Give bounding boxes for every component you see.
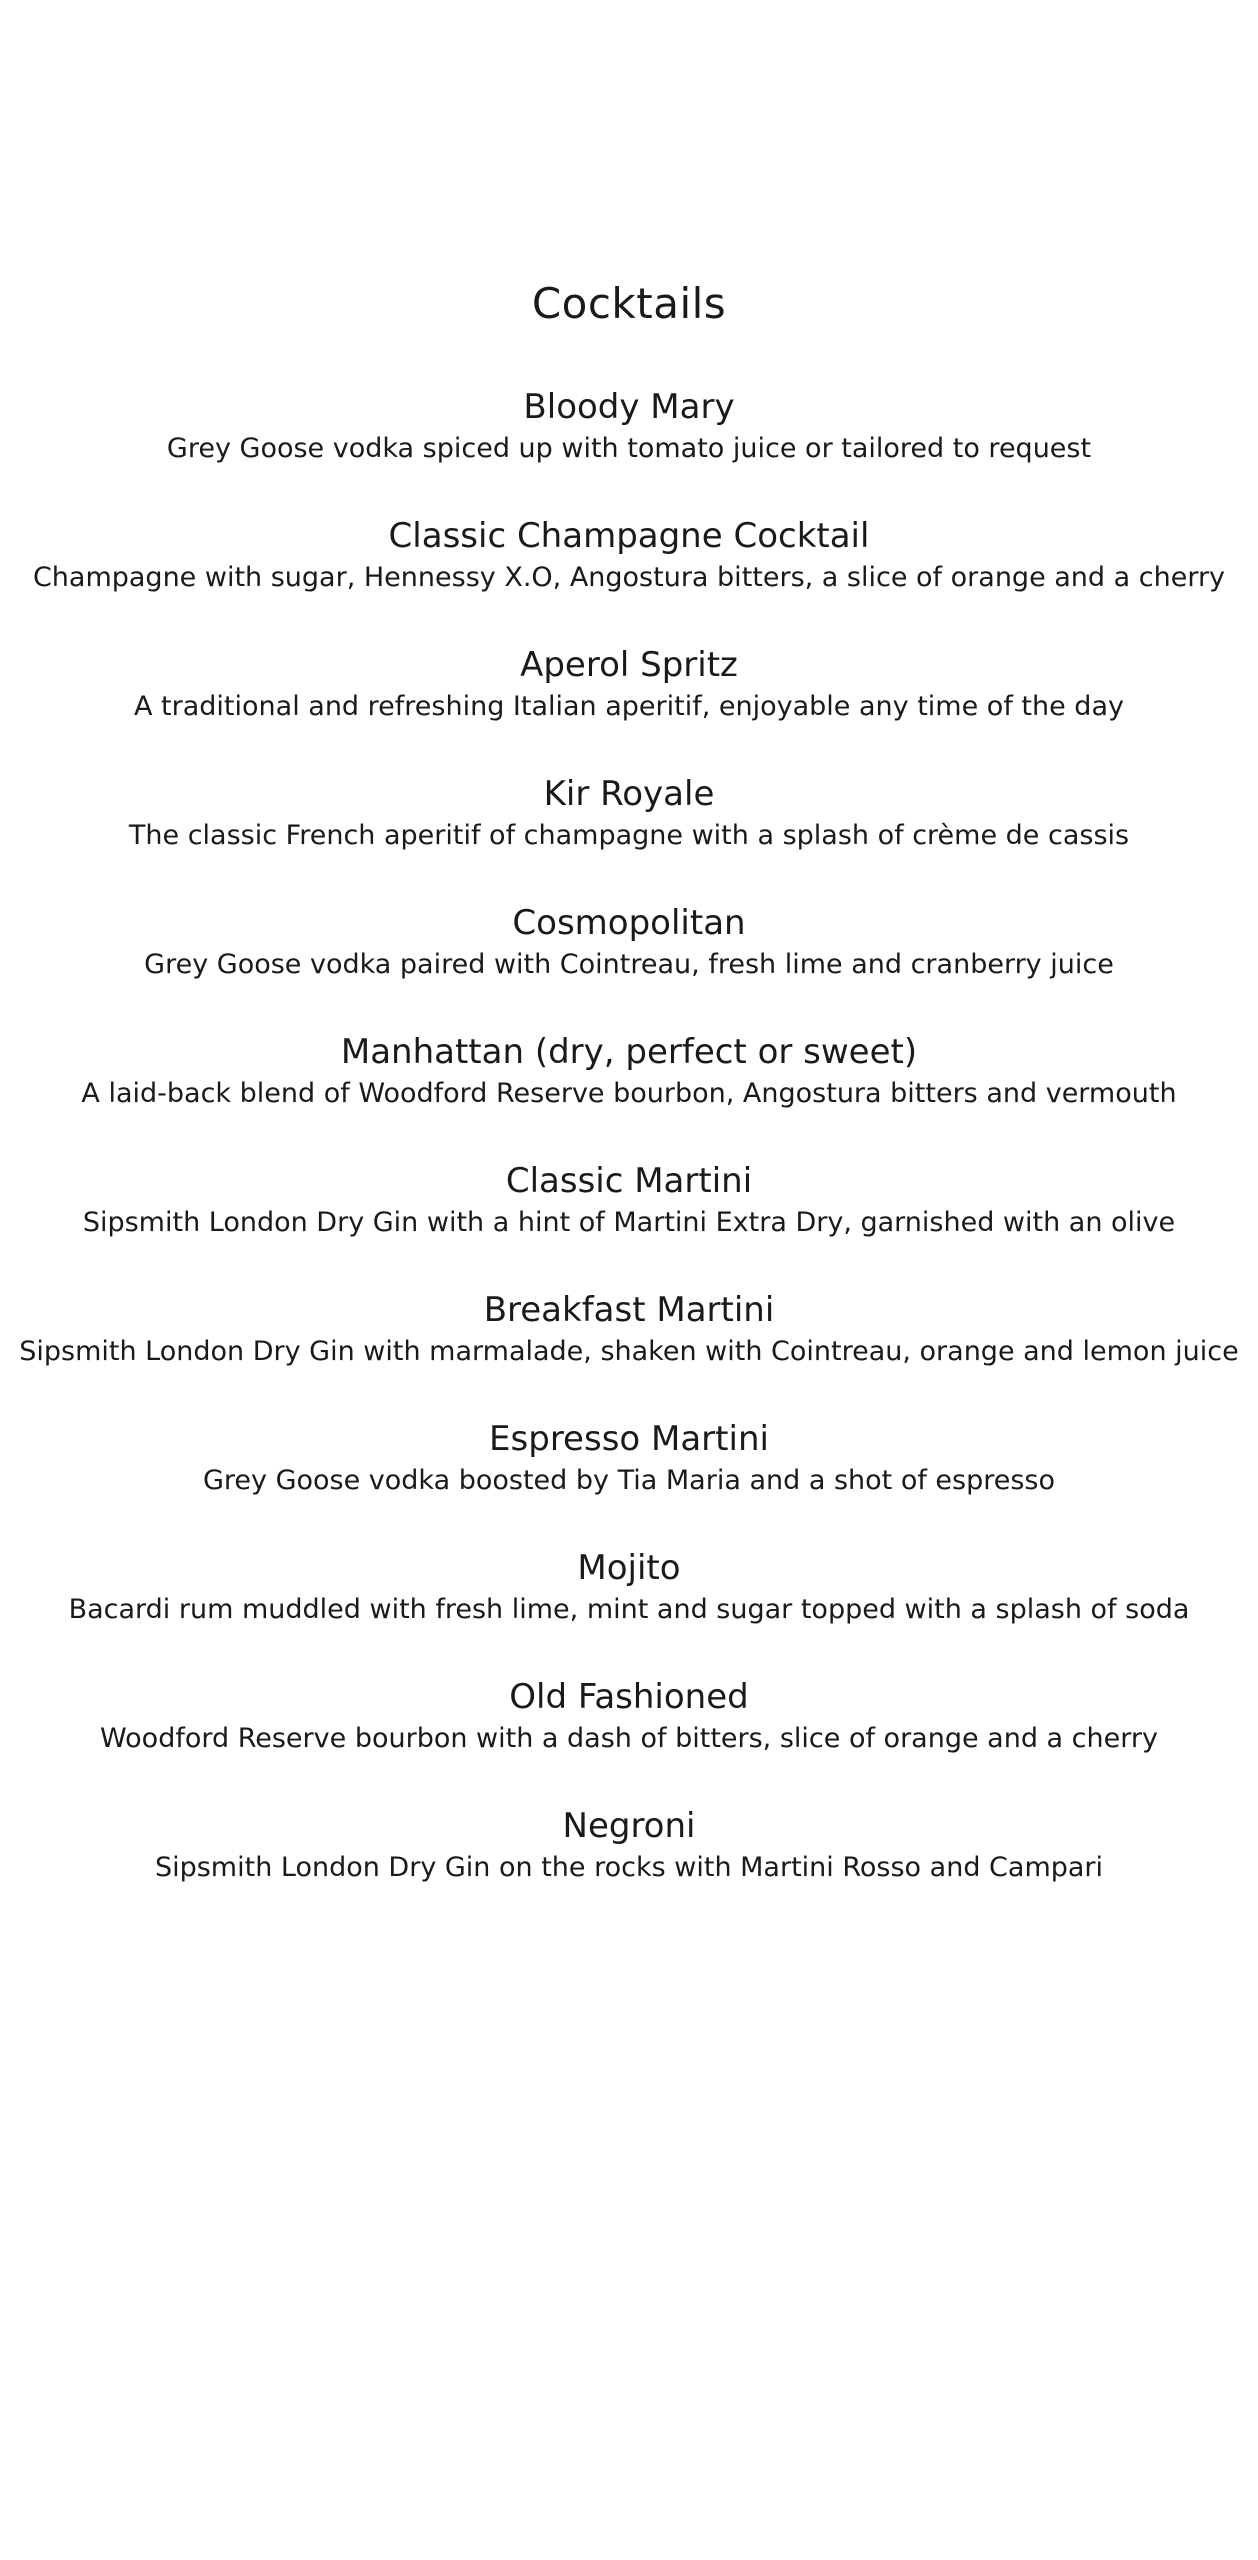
menu-item: [0, 1803, 1258, 1932]
cocktail-description: Sipsmith London Dry Gin with a hint of Martini Extra Dry, garnished with an olive: [82, 1207, 1176, 1238]
menu-item: [0, 1029, 1258, 1158]
cocktail-name: Negroni: [562, 1806, 696, 1846]
cocktail-name: Bloody Mary: [523, 387, 735, 427]
cocktail-description: The classic French aperitif of champagne with a splash of crème de cassis: [128, 820, 1130, 851]
menu-item: [0, 900, 1258, 1029]
cocktail-name: Breakfast Martini: [483, 1290, 775, 1330]
cocktail-name: Classic Martini: [505, 1161, 753, 1201]
menu-item: [0, 1545, 1258, 1674]
cocktail-name: Espresso Martini: [489, 1419, 769, 1459]
cocktail-name: Mojito: [577, 1548, 681, 1588]
cocktail-description: Woodford Reserve bourbon with a dash of bitters, slice of orange and a cherry: [100, 1723, 1158, 1754]
cocktail-name: Aperol Spritz: [520, 645, 738, 685]
menu-item: [0, 771, 1258, 900]
cocktail-description: A laid-back blend of Woodford Reserve bourbon, Angostura bitters and vermouth: [81, 1078, 1177, 1109]
menu-item: [0, 1674, 1258, 1803]
cocktail-description: Grey Goose vodka paired with Cointreau, fresh lime and cranberry juice: [144, 949, 1114, 980]
menu-title: Cocktails: [531, 279, 727, 328]
cocktail-description: Grey Goose vodka spiced up with tomato juice or tailored to request: [166, 433, 1092, 464]
cocktail-description: Bacardi rum muddled with fresh lime, mint and sugar topped with a splash of soda: [68, 1594, 1190, 1625]
menu-item: [0, 384, 1258, 513]
menu-item: [0, 1416, 1258, 1545]
cocktail-list: [0, 384, 1258, 1932]
cocktail-name: Manhattan (dry, perfect or sweet): [340, 1032, 918, 1072]
cocktail-name: Old Fashioned: [509, 1677, 749, 1717]
cocktail-description: Sipsmith London Dry Gin on the rocks with Martini Rosso and Campari: [154, 1852, 1104, 1883]
cocktail-description: A traditional and refreshing Italian aperitif, enjoyable any time of the day: [134, 691, 1124, 722]
cocktail-name: Cosmopolitan: [512, 903, 746, 943]
cocktail-name: Kir Royale: [543, 774, 715, 814]
cocktail-name: Classic Champagne Cocktail: [388, 516, 870, 556]
cocktail-description: Grey Goose vodka boosted by Tia Maria and a shot of espresso: [202, 1465, 1056, 1496]
cocktail-description: Champagne with sugar, Hennessy X.O, Angostura bitters, a slice of orange and a cherry: [32, 562, 1226, 593]
menu-item: [0, 1287, 1258, 1416]
cocktail-description: Sipsmith London Dry Gin with marmalade, shaken with Cointreau, orange and lemon juice: [19, 1336, 1239, 1367]
menu-item: [0, 642, 1258, 771]
menu-item: [0, 1158, 1258, 1287]
menu-item: [0, 513, 1258, 642]
